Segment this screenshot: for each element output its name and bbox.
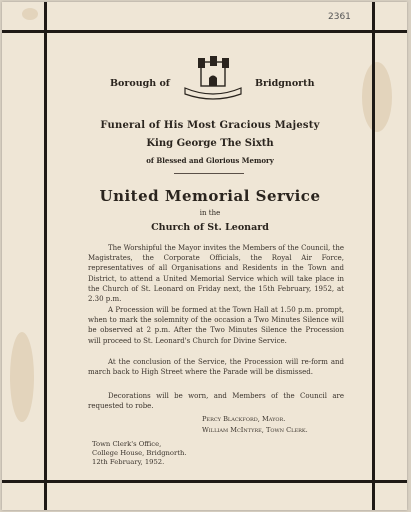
borough-heading <box>50 56 370 96</box>
town-name: Bridgnorth <box>255 78 315 89</box>
borough-crest-icon <box>180 56 246 100</box>
border-rule-bottom <box>2 480 407 483</box>
border-rule-left <box>44 2 47 510</box>
notice-date: 12th February, 1952. <box>92 458 165 466</box>
memorial-notice-sheet <box>2 2 407 510</box>
decorations-paragraph: Decorations will be worn, and Members of the Council are requested to robe. <box>88 392 344 411</box>
in-the-label: in the <box>199 209 221 217</box>
archive-number: 2361 <box>328 12 351 22</box>
clerk-address-line: College House, Bridgnorth. <box>92 449 187 457</box>
mayor-signature: Percy Blackford, Mayor. <box>202 415 286 423</box>
paper-stain <box>10 332 34 422</box>
border-rule-right <box>372 2 375 510</box>
conclusion-paragraph: At the conclusion of the Service, the Procession will re-form and march back to High Street where the Parade will be dismissed. <box>88 358 344 377</box>
paper-stain <box>22 8 38 20</box>
king-name: King George The Sixth <box>146 138 274 149</box>
invitation-paragraph: The Worshipful the Mayor invites the Members of the Council, the Magistrates, the Corporate Officials, the Royal Air Force, representatives of all Organisations and Residents in the Town and District, to attend a United Memorial Service which will take place in the Church of St. Leonard on Friday next, the 15th February, 1952, at 2.30 p.m. <box>88 244 344 304</box>
borough-label: Borough of <box>110 78 170 89</box>
divider-rule <box>174 173 244 174</box>
memory-line: of Blessed and Glorious Memory <box>146 156 274 165</box>
border-rule-top <box>2 30 407 33</box>
funeral-line: Funeral of His Most Gracious Majesty <box>100 120 320 131</box>
town-clerk-signature: William McIntyre, Town Clerk. <box>202 426 308 434</box>
church-name: Church of St. Leonard <box>151 222 269 233</box>
service-title: United Memorial Service <box>99 187 321 205</box>
procession-paragraph: A Procession will be formed at the Town Hall at 1.50 p.m. prompt, when to mark the solemnity of the occasion a Two Minutes Silence will be observed at 2 p.m. After the Two Minutes Silence the Procession will proceed to St. Leonard's Church for Divine Service. <box>88 306 344 345</box>
clerk-office-line: Town Clerk's Office, <box>92 440 162 448</box>
